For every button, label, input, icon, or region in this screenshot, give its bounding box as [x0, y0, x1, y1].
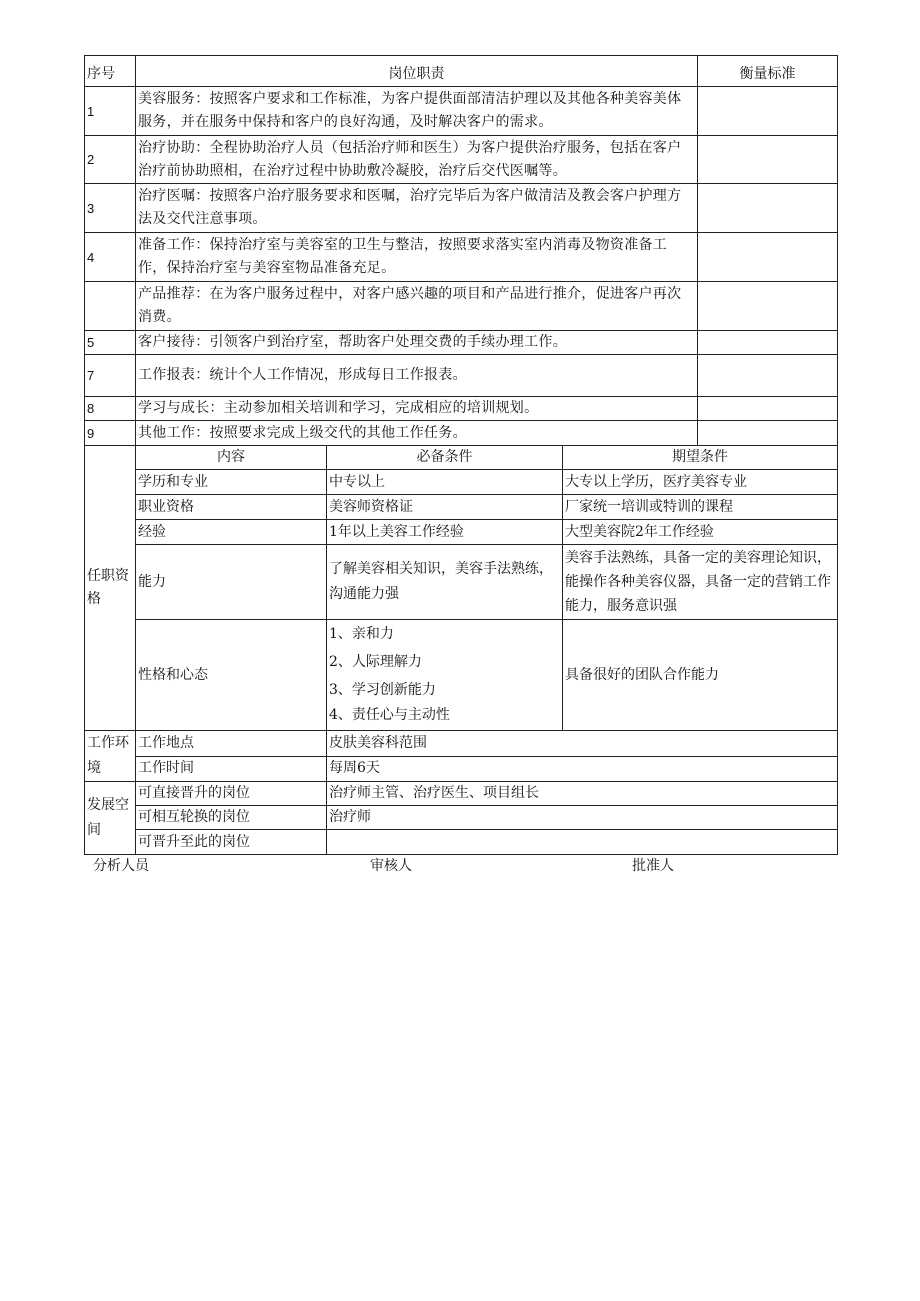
environment-item: 工作地点	[136, 731, 327, 757]
duty-seq: 7	[85, 355, 136, 397]
qualifications-label: 任职资格	[85, 446, 136, 731]
development-row	[85, 806, 838, 830]
required-header: 必备条件	[327, 446, 563, 470]
environment-value: 皮肤美容科范围	[327, 731, 838, 757]
environment-item: 工作时间	[136, 756, 327, 782]
job-description-table	[84, 55, 838, 855]
qualification-content: 学历和专业	[136, 470, 327, 495]
duty-standard	[698, 331, 838, 355]
development-item: 可直接晋升的岗位	[136, 782, 327, 806]
duty-text: 其他工作：按照要求完成上级交代的其他工作任务。	[136, 421, 698, 446]
qualification-content: 性格和心态	[136, 620, 327, 731]
duty-text: 客户接待：引领客户到治疗室，帮助客户处理交费的手续办理工作。	[136, 331, 698, 355]
personality-list	[327, 620, 563, 731]
duty-standard	[698, 233, 838, 282]
duty-text: 学习与成长：主动参加相关培训和学习，完成相应的培训规划。	[136, 397, 698, 421]
environment-row	[85, 731, 838, 757]
qualification-header-row	[85, 446, 838, 470]
duty-standard	[698, 421, 838, 446]
qualification-row	[85, 470, 838, 495]
development-label: 发展空间	[85, 782, 136, 855]
qualification-content: 经验	[136, 520, 327, 545]
duty-text: 治疗医嘱：按照客户治疗服务要求和医嘱，治疗完毕后为客户做清洁及教会客户护理方法及交代注意事项。	[136, 184, 698, 233]
environment-row	[85, 756, 838, 782]
approver-label: 批准人	[632, 858, 674, 874]
qualification-expected: 大专以上学历，医疗美容专业	[563, 470, 838, 495]
duty-row	[85, 184, 838, 233]
duty-seq: 4	[85, 233, 136, 282]
environment-label: 工作环境	[85, 731, 136, 782]
duty-row	[85, 233, 838, 282]
duty-row	[85, 282, 838, 331]
qualification-row	[85, 520, 838, 545]
qualification-row	[85, 495, 838, 520]
duty-seq: 2	[85, 136, 136, 184]
duty-standard	[698, 87, 838, 136]
development-item: 可相互轮换的岗位	[136, 806, 327, 830]
duty-row	[85, 421, 838, 446]
qualification-expected: 美容手法熟练，具备一定的美容理论知识，能操作各种美容仪器，具备一定的营销工作能力，服务意识强	[563, 545, 838, 620]
personality-item: 1、亲和力	[329, 626, 394, 642]
standard-header: 衡量标准	[698, 56, 838, 87]
duty-row	[85, 136, 838, 184]
qualification-required: 中专以上	[327, 470, 563, 495]
qualification-required: 美容师资格证	[327, 495, 563, 520]
development-row	[85, 830, 838, 855]
duty-row	[85, 87, 838, 136]
qualification-required: 了解美容相关知识，美容手法熟练，沟通能力强	[327, 545, 563, 620]
duty-seq: 3	[85, 184, 136, 233]
expected-header: 期望条件	[563, 446, 838, 470]
analyst-label: 分析人员	[93, 858, 149, 874]
duty-seq: 9	[85, 421, 136, 446]
duty-standard	[698, 397, 838, 421]
duties-header: 岗位职责	[136, 56, 698, 87]
personality-item: 2、人际理解力	[329, 654, 422, 670]
development-item: 可晋升至此的岗位	[136, 830, 327, 855]
duty-text: 治疗协助：全程协助治疗人员（包括治疗师和医生）为客户提供治疗服务，包括在客户治疗前协助照相，在治疗过程中协助敷冷凝胶，治疗后交代医嘱等。	[136, 136, 698, 184]
duty-standard	[698, 184, 838, 233]
qualification-required: 1年以上美容工作经验	[327, 520, 563, 545]
qualification-row	[85, 545, 838, 620]
duty-row	[85, 397, 838, 421]
duty-text: 产品推荐：在为客户服务过程中，对客户感兴趣的项目和产品进行推介，促进客户再次消费。	[136, 282, 698, 331]
seq-header: 序号	[85, 56, 136, 87]
qualification-row	[85, 620, 838, 731]
qualification-expected: 大型美容院2年工作经验	[563, 520, 838, 545]
development-value: 治疗师主管、治疗医生、项目组长	[327, 782, 838, 806]
qualification-expected: 厂家统一培训或特训的课程	[563, 495, 838, 520]
development-row	[85, 782, 838, 806]
duty-standard	[698, 355, 838, 397]
qualification-content: 职业资格	[136, 495, 327, 520]
qualification-expected: 具备很好的团队合作能力	[563, 620, 838, 731]
qualification-content: 能力	[136, 545, 327, 620]
duty-seq: 8	[85, 397, 136, 421]
duty-text: 准备工作：保持治疗室与美容室的卫生与整洁，按照要求落实室内消毒及物资准备工作，保持治疗室与美容室物品准备充足。	[136, 233, 698, 282]
duty-seq: 5	[85, 331, 136, 355]
environment-value: 每周6天	[327, 756, 838, 782]
development-value: 治疗师	[327, 806, 838, 830]
duty-standard	[698, 136, 838, 184]
duty-standard	[698, 282, 838, 331]
duty-text: 美容服务：按照客户要求和工作标准，为客户提供面部清洁护理以及其他各种美容美体服务，并在服务中保持和客户的良好沟通，及时解决客户的需求。	[136, 87, 698, 136]
duty-row	[85, 355, 838, 397]
personality-item: 3、学习创新能力	[329, 682, 436, 698]
duty-seq: 1	[85, 87, 136, 136]
duty-text: 工作报表：统计个人工作情况，形成每日工作报表。	[136, 355, 698, 397]
development-value	[327, 830, 838, 855]
personality-item: 4、责任心与主动性	[329, 707, 450, 723]
content-header: 内容	[136, 446, 327, 470]
duty-row	[85, 331, 838, 355]
table-header-row	[85, 56, 838, 87]
duty-seq	[85, 282, 136, 331]
reviewer-label: 审核人	[370, 858, 412, 874]
